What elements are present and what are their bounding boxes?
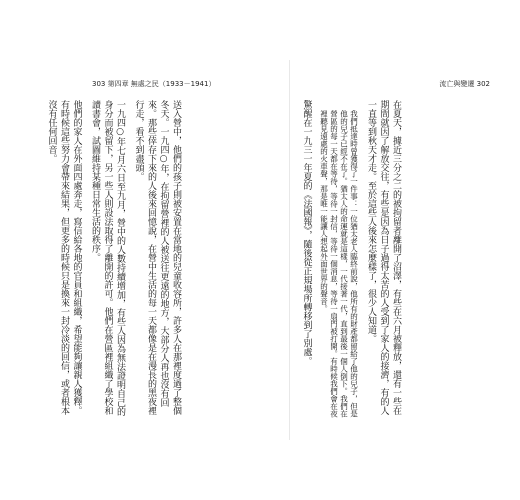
left-page-body bbox=[45, 100, 285, 420]
left-paragraph-2: 一九四○年七月六日至九月，營中的人數持續增加，有些人因為無法證明自己的身分而被留下，另一些人則設法取得了離開的許可。他們在營區裡組織了學校和讀書會，試圖維持某種日常生活的秩序。 bbox=[90, 100, 125, 416]
left-paragraph-1: 送入營中，他們的孩子則被安置在當地的兒童收容所，許多人在那裡度過了整個冬天。一九四○年，在拘留營裡的人被送往更遠的地方，大部分人再也沒有回來。那些倖存下來的人後來回憶說，在營中生活的每一天都像是在漫長的黑夜裡行走，看不到盡頭。 bbox=[133, 100, 181, 415]
page-gutter bbox=[289, 60, 290, 440]
right-page-header: 流亡與變遷 302 bbox=[439, 80, 490, 88]
left-paragraph-3: 他們的家人在外面四處奔走，寫信給各地的官員和組織，希望能夠讓親人獲釋。有時候這些努力會帶來結果，但更多的時候只是換來一封冷淡的回信，或者根本沒有任何回音。 bbox=[46, 100, 82, 415]
left-page-header: 303 第四章 無處之民（1933－1941） bbox=[92, 80, 216, 88]
right-paragraph-2: 驚醒在一九三一年夏的《法國報》，隨後從正規場所轉移到了別處。 bbox=[301, 100, 312, 366]
right-blockquote: 我們抵達時曾獲得了一件事：一位猶太老人臨終前說，他所有的財產都留給了他的兒子，但是他的兒子已經不在了。猶太人的命運就是這樣，一代接著一代，直到最後一個人倒下。我們在營區的每一天都在等待，等待一封信，等待一個消息，等待一扇門被打開。有時候我們會在夜裡聽見遠處的火車聲，那是唯一能讓人想起外面世界的聲音。 bbox=[319, 110, 359, 418]
right-paragraph-1: 在夏天，據近三分之二的被拘留者離開了沼澤，有些在六月被釋放，還有一些在期間就因了解放交往，有些是因為日子過得太苦的人受到了家人的接濟，有的人一直等到秋天才走。至於這些人後來怎麼樣了，很少人知道。 bbox=[366, 100, 401, 415]
right-page-text bbox=[300, 100, 402, 420]
left-page-text bbox=[45, 100, 182, 420]
right-page-body bbox=[300, 100, 490, 420]
